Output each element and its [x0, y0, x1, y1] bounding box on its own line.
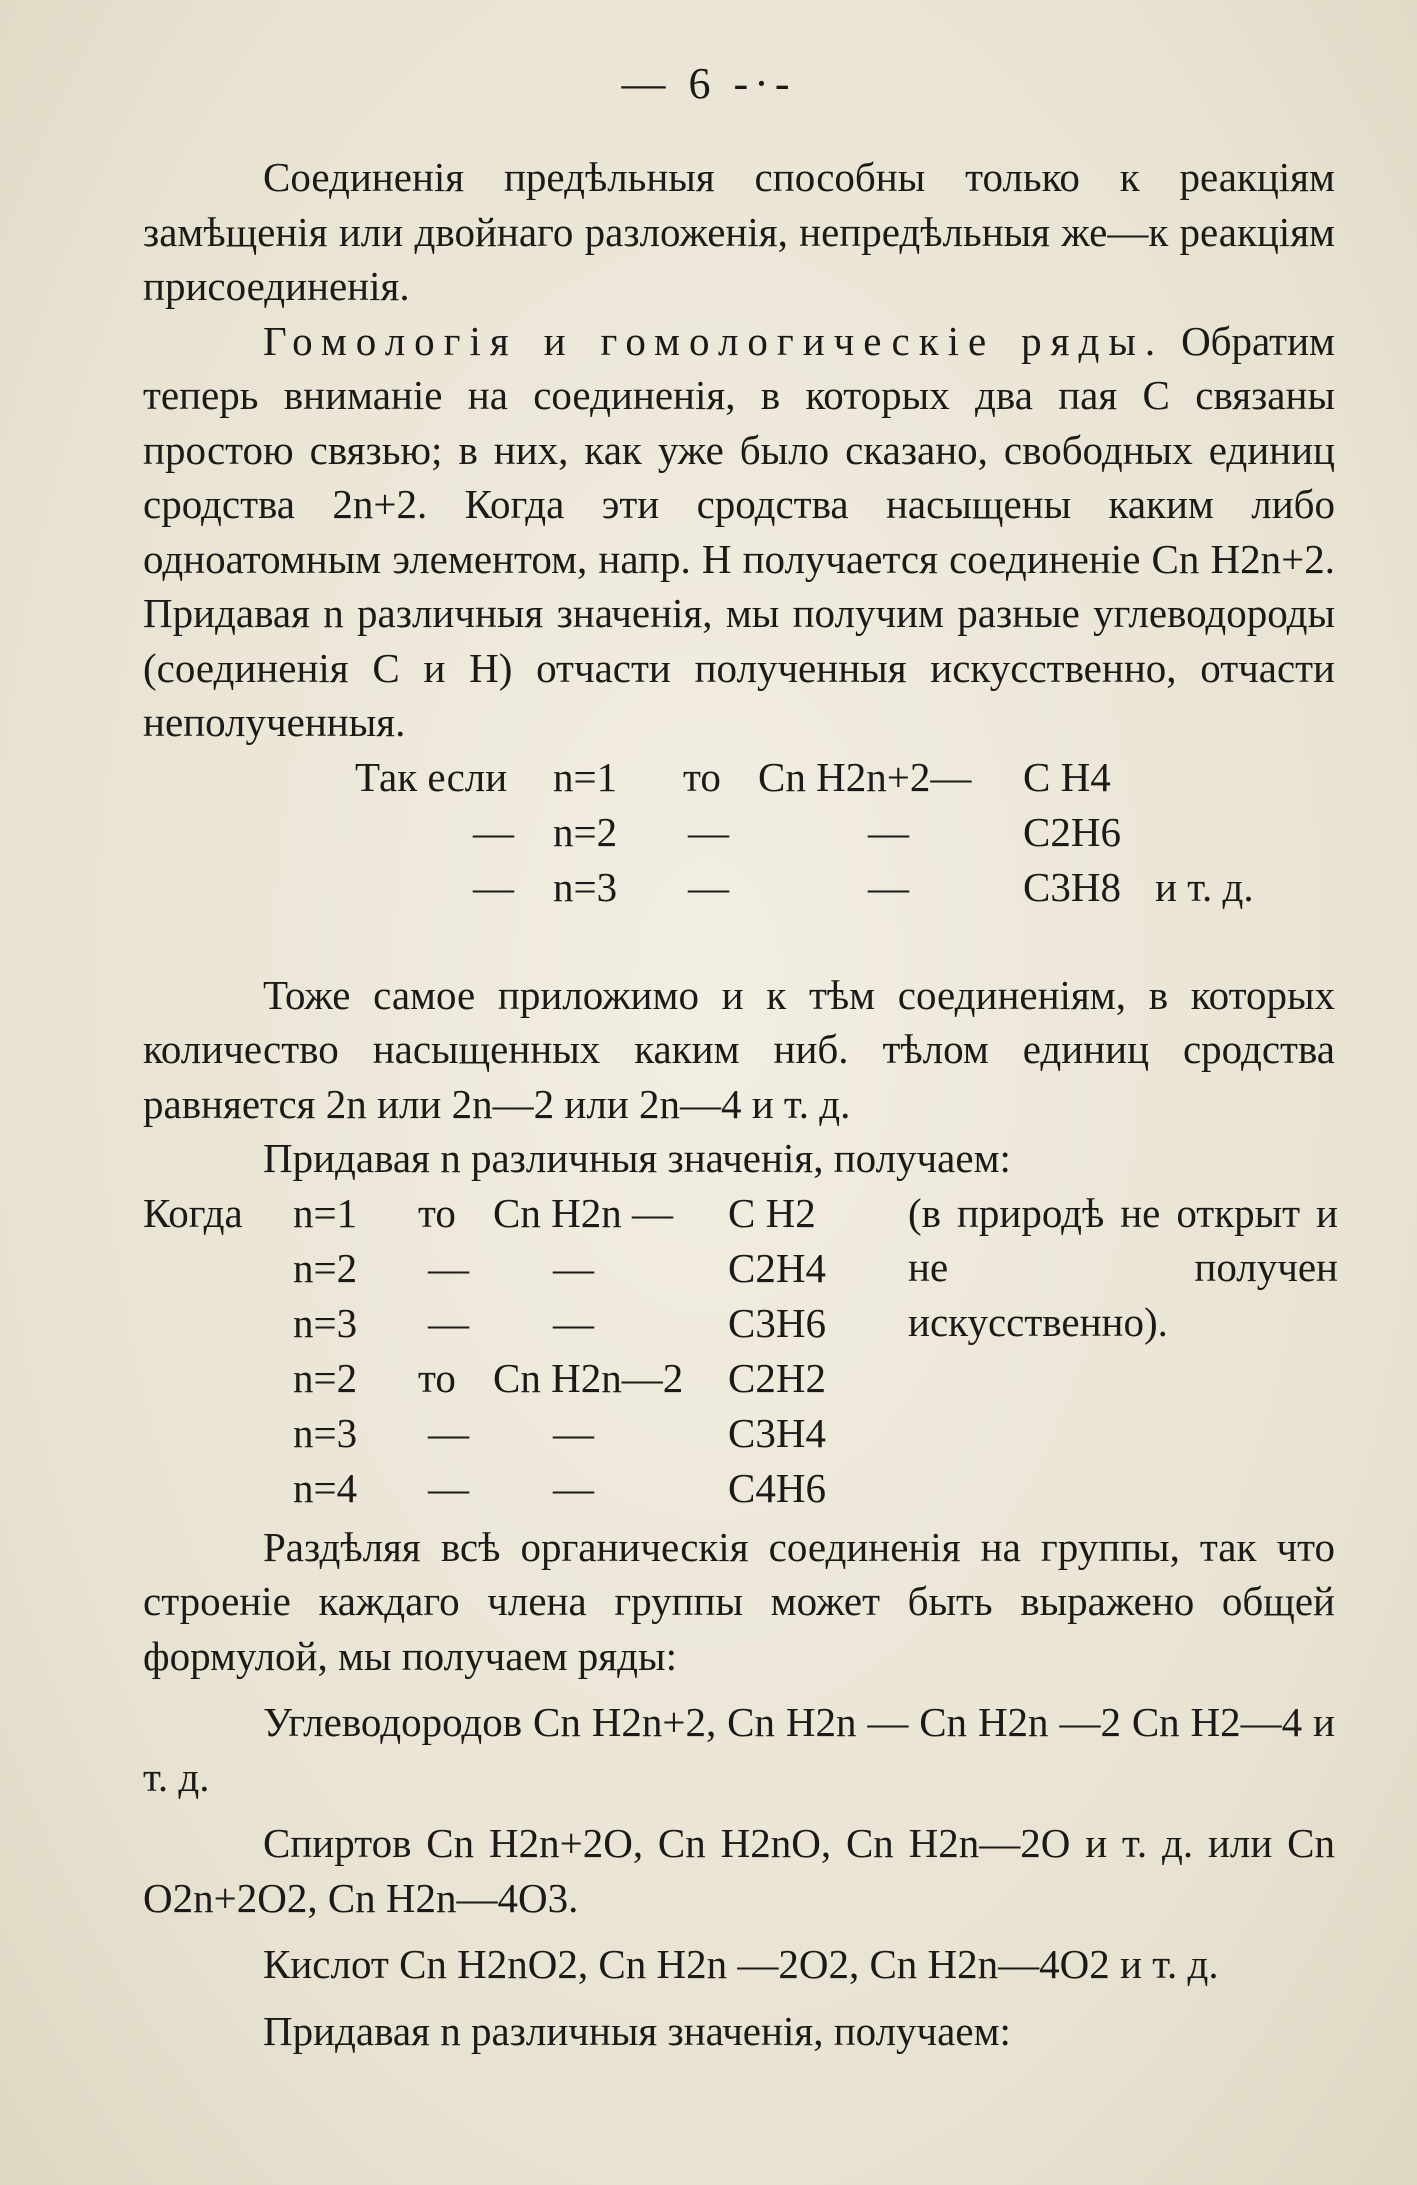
formula-to: то [683, 753, 721, 800]
formula-to: — [428, 1409, 469, 1456]
formula-n: n=3 [553, 863, 618, 910]
formula-lead: Так если [355, 753, 508, 800]
formula-expr: — [553, 1299, 594, 1346]
formula-n: n=3 [293, 1409, 358, 1456]
formula-row [143, 1461, 1335, 1515]
formula-n: n=2 [293, 1244, 358, 1291]
paragraph-saturation: Соединенія предѣльныя способны только к реакціям замѣщенія или двойнаго разложенія, непредѣльныя же—к реакціям присоединенія. [143, 154, 1335, 309]
paragraph-alcohols: Спиртов Cn H2n+2O, Cn H2nO, Cn H2n—2O и т. д. или Cn O2n+2O2, Cn H2n—4O3. [143, 1820, 1335, 1921]
formula-expr: Cn H2n—2 [493, 1354, 684, 1401]
formula-row [143, 1186, 1335, 1240]
formula-expr: — [553, 1409, 594, 1456]
spacer [143, 1683, 1335, 1695]
formula-result: C2H6 [1023, 808, 1121, 855]
paragraph-series-groups: Раздѣляя всѣ органическія соединенія на группы, так что строеніе каждаго члена группы может быть выражено общей формулой, мы получаем ряды: [143, 1523, 1335, 1679]
formula-result: C H4 [1023, 753, 1111, 800]
formula-lead: Когда [143, 1189, 243, 1236]
spacer [143, 1992, 1335, 2004]
formula-result: C3H6 [728, 1299, 826, 1346]
formula-to: — [428, 1464, 469, 1511]
formula-row [143, 1241, 1335, 1295]
formula-block-2 [143, 1186, 1338, 1618]
formula-to: — [688, 808, 729, 855]
formula-result: C H2 [728, 1189, 816, 1236]
formula-lead: — [473, 863, 514, 910]
page-number: — 6 -·- [621, 59, 796, 108]
formula-row [143, 1406, 1335, 1460]
formula-to: то [418, 1189, 456, 1236]
formula-to: — [428, 1244, 469, 1291]
formula-lead: — [473, 808, 514, 855]
paragraph-hydrocarbons: Углеводородов Cn H2n+2, Cn H2n — Cn H2n —2 Cn H2—4 и т. д. [143, 1699, 1335, 1800]
spacer [143, 1925, 1335, 1937]
paragraph-acids: Кислот Cn H2nO2, Cn H2n —2O2, Cn H2n—4O2 и т. д. [263, 1941, 1219, 1987]
formula-expr: — [868, 808, 909, 855]
spacer [143, 1804, 1335, 1816]
paragraph-other-series: Тоже самое приложимо и к тѣм соединеніям, в которых количество насыщенных каким ниб. тѣлом единиц сродства равняется 2n или 2n—2 или 2n—4 и т. д. [143, 971, 1335, 1127]
formula-to: — [688, 863, 729, 910]
formula-result: C3H4 [728, 1409, 826, 1456]
formula-block-1 [143, 750, 1335, 968]
formula-n: n=1 [553, 753, 618, 800]
formula-expr: — [553, 1464, 594, 1511]
formula-note: (в природѣ не открыт и не получен искусственно). [908, 1189, 1338, 1345]
formula-to: — [428, 1299, 469, 1346]
formula-n: n=2 [293, 1354, 358, 1401]
paragraph-homology-text: Обратим теперь вниманіе на соединенія, в которых два пая С связаны простою связью; в них, как уже было сказано, свободных единиц сродства 2n+2. Когда эти сродства насыщены каким либо одноатомным элементом, напр. Н получается соединеніе Cn H2n+2. Придавая n различныя значенія, мы получим разные углеводороды (соединенія С и Н) отчасти полученныя искусственно, отчасти неполученныя. [143, 317, 1335, 745]
formula-expr: Cn H2n — [493, 1189, 673, 1236]
formula-row [143, 1351, 1335, 1405]
paragraph-values-intro: Придавая n различныя значенія, получаем: [263, 1135, 1011, 1181]
paragraph-homology [143, 314, 1335, 750]
formula-n: n=2 [553, 808, 618, 855]
formula-result: C3H8 [1023, 863, 1121, 910]
formula-row [143, 1296, 1335, 1350]
formula-expr: Cn H2n+2— [758, 753, 972, 800]
formula-n: n=4 [293, 1464, 358, 1511]
formula-tail: и т. д. [1155, 863, 1254, 910]
formula-to: то [418, 1354, 456, 1401]
formula-result: C4H6 [728, 1464, 826, 1511]
formula-result: C2H2 [728, 1354, 826, 1401]
paragraph-values-outro: Придавая n различныя значенія, получаем: [263, 2007, 1011, 2054]
formula-result: C2H4 [728, 1244, 826, 1291]
formula-n: n=1 [293, 1189, 358, 1236]
section-heading: Гомологія и гомологическіе ряды. [263, 317, 1165, 364]
formula-expr: — [553, 1244, 594, 1291]
formula-n: n=3 [293, 1299, 358, 1346]
formula-expr: — [868, 863, 909, 910]
page-body [143, 150, 1338, 2058]
